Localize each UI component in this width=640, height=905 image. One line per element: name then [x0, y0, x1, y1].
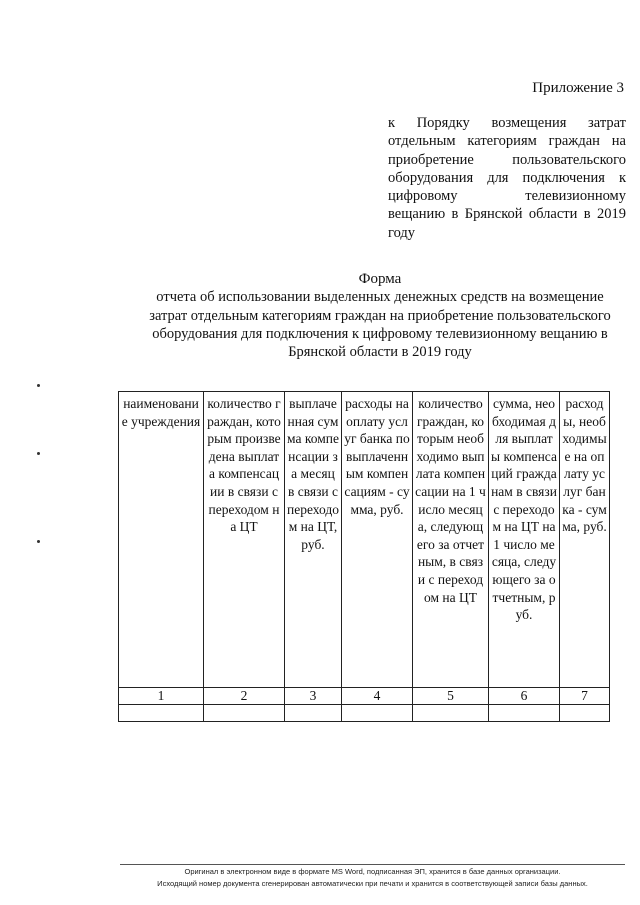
column-number: 4 — [342, 688, 413, 705]
scan-mark — [37, 452, 40, 455]
table-cell — [560, 705, 610, 722]
appendix-subtitle — [388, 114, 626, 242]
column-number: 6 — [489, 688, 560, 705]
subtitle-line: цифровому телевизионному — [388, 188, 626, 205]
subtitle-line: приобретение пользовательского — [388, 151, 626, 168]
scan-mark — [37, 540, 40, 543]
subtitle-line: к Порядку возмещения затрат — [388, 115, 626, 131]
column-number: 5 — [413, 688, 489, 705]
column-number: 1 — [119, 688, 204, 705]
table-cell — [489, 705, 560, 722]
report-table — [118, 391, 610, 722]
table-cell — [342, 705, 413, 722]
subtitle-line: вещанию в Брянской области в 2019 — [388, 206, 626, 223]
table-cell — [285, 705, 342, 722]
form-title-line: оборудования для подключения к цифровому телевизионному вещанию в — [152, 325, 608, 342]
table-cell — [204, 705, 285, 722]
form-title-line: затрат отдельным категориям граждан на приобретение пользовательского — [149, 307, 611, 324]
column-header: расходы, необходимые на оплату услуг банка - сумма, руб. — [560, 392, 610, 688]
document-footer — [120, 866, 625, 890]
subtitle-line: отдельным категориям граждан на — [388, 133, 626, 150]
column-header: сумма, необходимая для выплаты компенсаций гражданам в связи с переходом на ЦТ на 1 число месяца, следующего за отчетным, руб. — [489, 392, 560, 688]
column-number: 3 — [285, 688, 342, 705]
column-number: 7 — [560, 688, 610, 705]
column-header: выплаченная сумма компенсации за месяц в связи с переходом на ЦТ, руб. — [285, 392, 342, 688]
form-title-line: отчета об использовании выделенных денежных средств на возмещение — [156, 289, 604, 306]
table-header-row — [119, 392, 610, 688]
column-number: 2 — [204, 688, 285, 705]
column-number-row — [119, 688, 610, 705]
subtitle-line: году — [388, 224, 416, 241]
column-header: наименование учреждения — [119, 392, 204, 688]
table-cell — [119, 705, 204, 722]
subtitle-line: оборудования для подключения к — [388, 169, 626, 186]
table-cell — [413, 705, 489, 722]
column-header: расходы на оплату услуг банка по выплаченным компенсациям - сумма, руб. — [342, 392, 413, 688]
table-row — [119, 705, 610, 722]
form-title-line: Брянской области в 2019 году — [288, 344, 472, 361]
appendix-label: Приложение 3 — [532, 80, 624, 96]
form-title — [120, 270, 640, 361]
column-header: количество граждан, которым произведена выплата компенсации в связи с переходом на ЦТ — [204, 392, 285, 688]
footer-divider — [120, 864, 625, 865]
footer-line: Исходящий номер документа сгенерирован автоматически при печати и хранится в соответствующей записи базы данных. — [157, 879, 588, 888]
column-header: количество граждан, которым необходимо выплата компенсации на 1 число месяца, следующего за отчетным, в связи с переходом на ЦТ — [413, 392, 489, 688]
form-heading: Форма — [358, 271, 402, 287]
scan-mark — [37, 384, 40, 387]
footer-line: Оригинал в электронном виде в формате MS Word, подписанная ЭП, хранится в базе данных организации. — [184, 867, 561, 876]
